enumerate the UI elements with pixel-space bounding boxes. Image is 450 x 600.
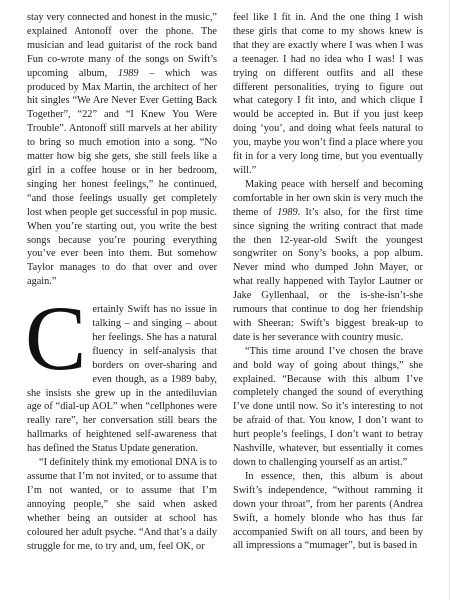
paragraph: “I definitely think my emotional DNA is to assume that I’m not invited, or to assume that I’m not wanted, or to assume that I’m annoying people,” she said when asked whether being an outsider at school has coloured her adult psyche. “And that’s a daily struggle for me, to try and, um, feel OK, or: [27, 457, 217, 552]
paragraph: [27, 11, 217, 289]
paragraph: [25, 287, 217, 456]
dropcap-section: [25, 287, 217, 456]
album-title: 1989: [117, 67, 139, 79]
paragraph-text: ertainly Swift has no issue in talking – and singing – about her feelings. She has a natural fluency in self-analysis that borders on over-sharing and even though, as a 1989 baby, she insists she grew up in the antediluvian age of “dial-up AOL” when “cellphones were really rare”, her conversation still bears the hallmarks of heightened self-awareness that has defined the Status Update generation.: [27, 304, 217, 455]
paragraph: “This time around I’ve chosen the brave and bold way of going about things,” she explained. “Because with this album I’ve completely changed the sound of everything I’ve done until now. So it’s interesting to not be afraid of that. You know, I don’t want to hurt people’s feelings, I don’t want to betray Nashville, whatever, but essentially it comes down to challenging yourself as an artist.”: [233, 345, 423, 468]
album-title: 1989: [277, 206, 298, 218]
paragraph: In essence, then, this album is about Swift’s independence, “without ramming it down your throat”, from her parents (Andrea Swift, a homely blonde who has thus far accompanied Swift on all tours, and been by all impressions a “mumager”, but is based in: [233, 470, 423, 552]
paragraph-text: – which was produced by Max Martin, the architect of her hit singles “We Are Never Ever Getting Back Together”, “22” and “I Knew You Were Trouble”. Antonoff still marvels at her ability to bring so much emotion into a song. “No matter how big she gets, she still feels like a girl in a coffee house or in her bedroom, singing her honest feelings,” he continued, “and those feelings usually get completely lost when people get successful in pop music. When you’re starting out, you write the best songs because you’re pouring everything you’ve ever been into them. But somehow Taylor manages to do that over and over again.”: [27, 67, 217, 288]
paragraph: feel like I fit in. And the one thing I wish these girls that come to my shows knew is that they are exactly where I was when I was a teenager. I had no idea who I was! I was trying on different outfits and all these different personalities, trying to figure out what category I fit into, and which clique I would be accepted in. But if you just keep doing ‘you’, and doing what feels natural to you, maybe you won’t find a place where you fit in for a very long time, but you eventually will.”: [233, 12, 423, 176]
left-column: [27, 11, 217, 553]
drop-cap: C: [25, 287, 87, 390]
paragraph: [233, 178, 423, 345]
paragraph-text: stay very connected and honest in the music,” explained Antonoff over the phone. The musician and lead guitarist of the rock band Fun co-wrote many of the songs on Swift’s upcoming album,: [27, 12, 217, 79]
right-column: [233, 11, 423, 553]
paragraph-text: . It’s also, for the first time since signing the writing contract that made the then 12-year-old Swift the youngest songwriter on Sony’s books, a pop album. Never mind who dumped John Mayer, or what really happened with Taylor Lautner or Jake Gyllenhaal, or the is-she-isn’t-she rumours that continue to dog her friendship with Sheeran: Swift’s biggest break-up to date is her severance with country music.: [233, 206, 423, 343]
paragraph-text: Making peace with herself and becoming comfortable in her own skin is very much the theme of: [233, 178, 423, 218]
